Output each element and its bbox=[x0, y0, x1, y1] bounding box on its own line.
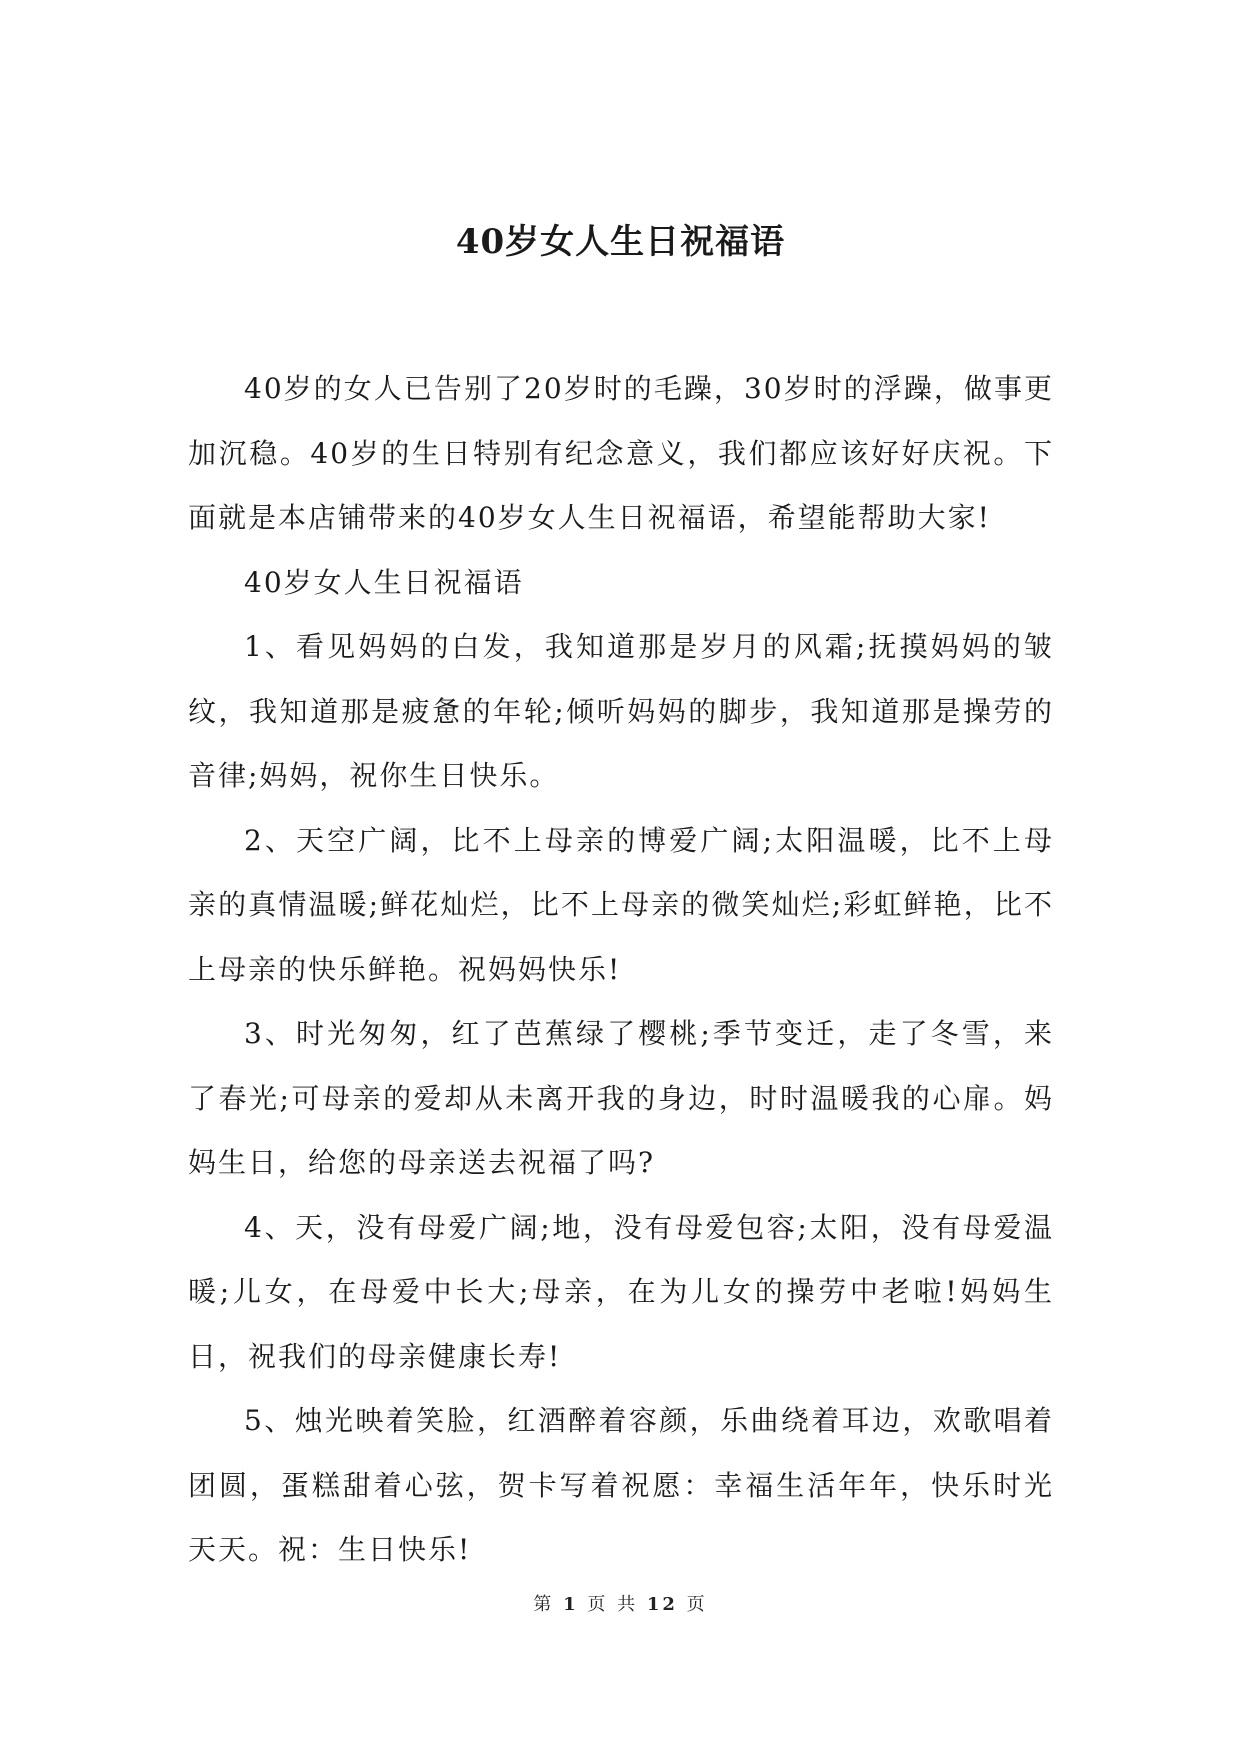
footer-suffix: 页 bbox=[686, 1594, 708, 1615]
paragraph-intro: 40岁的女人已告别了20岁时的毛躁，30岁时的浮躁，做事更加沉稳。40岁的生日特别有纪念意义，我们都应该好好庆祝。下面就是本店铺带来的40岁女人生日祝福语，希望能帮助大家! bbox=[188, 372, 1054, 534]
document-body bbox=[188, 357, 1054, 1583]
paragraph-item-2: 2、天空广阔，比不上母亲的博爱广阔;太阳温暖，比不上母亲的真情温暖;鲜花灿烂，比不上母亲的微笑灿烂;彩虹鲜艳，比不上母亲的快乐鲜艳。祝妈妈快乐! bbox=[188, 823, 1054, 986]
paragraph-subheading: 40岁女人生日祝福语 bbox=[244, 565, 524, 599]
footer-middle: 页 共 bbox=[587, 1594, 639, 1615]
footer-current-page: 1 bbox=[563, 1594, 579, 1615]
footer-total-pages: 12 bbox=[646, 1594, 678, 1615]
footer-prefix: 第 bbox=[533, 1594, 555, 1615]
paragraph-item-1: 1、看见妈妈的白发，我知道那是岁月的风霜;抚摸妈妈的皱纹，我知道那是疲惫的年轮;倾听妈妈的脚步，我知道那是操劳的音律;妈妈，祝你生日快乐。 bbox=[188, 630, 1054, 792]
paragraph-item-4: 4、天，没有母爱广阔;地，没有母爱包容;太阳，没有母爱温暖;儿女，在母爱中长大;母亲，在为儿女的操劳中老啦!妈妈生日，祝我们的母亲健康长寿! bbox=[188, 1210, 1054, 1373]
page-footer bbox=[0, 1594, 1241, 1616]
document-title: 40岁女人生日祝福语 bbox=[455, 222, 786, 262]
paragraph-item-5: 5、烛光映着笑脸，红酒醉着容颜，乐曲绕着耳边，欢歌唱着团圆，蛋糕甜着心弦，贺卡写着祝愿：幸福生活年年，快乐时光天天。祝：生日快乐! bbox=[188, 1404, 1054, 1566]
paragraph-item-3: 3、时光匆匆，红了芭蕉绿了樱桃;季节变迁，走了冬雪，来了春光;可母亲的爱却从未离开我的身边，时时温暖我的心扉。妈妈生日，给您的母亲送去祝福了吗? bbox=[188, 1017, 1054, 1179]
